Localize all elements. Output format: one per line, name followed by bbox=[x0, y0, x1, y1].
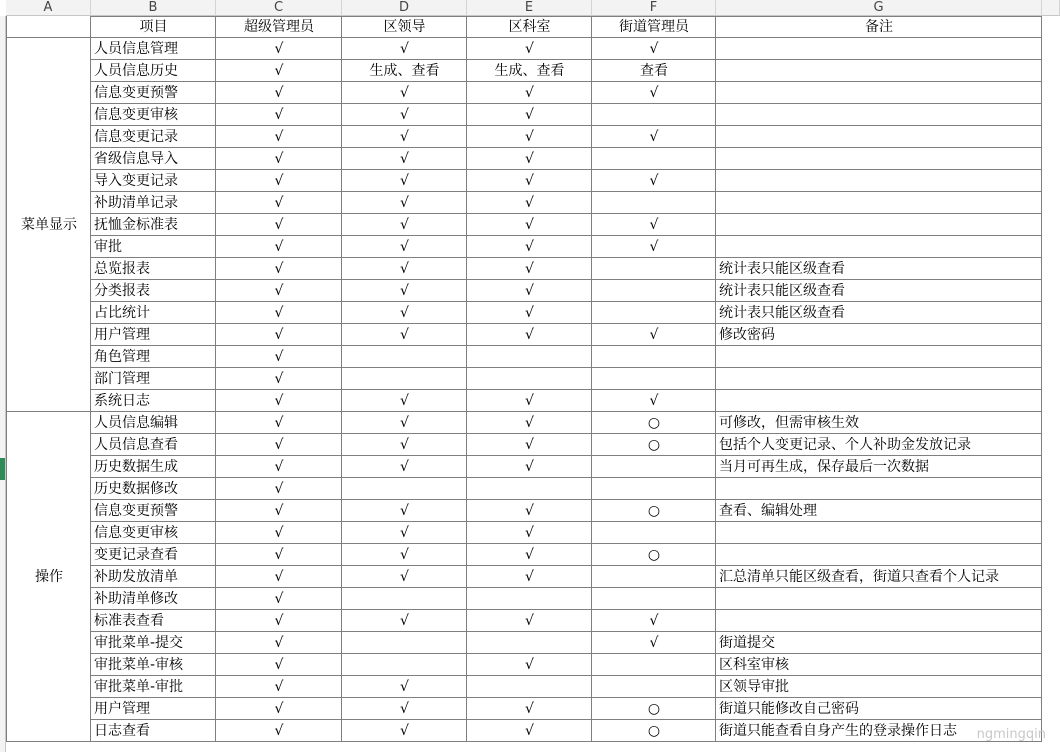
header-super-admin: 超级管理员 bbox=[244, 19, 314, 35]
row-item-label: 抚恤金标准表 bbox=[94, 217, 178, 233]
permission-cell: √ bbox=[400, 613, 409, 629]
permission-cell: 生成、查看 bbox=[494, 63, 565, 79]
permission-cell: √ bbox=[274, 327, 284, 343]
column-header-d[interactable]: D bbox=[342, 0, 467, 16]
row-gridline bbox=[91, 609, 1042, 610]
row-item-label: 审批菜单-提交 bbox=[94, 635, 184, 651]
row-item-label: 审批 bbox=[94, 239, 122, 255]
permission-cell: √ bbox=[274, 393, 284, 409]
row-item-label: 信息变更审核 bbox=[94, 107, 178, 123]
permission-cell: √ bbox=[274, 547, 284, 563]
permission-cell: √ bbox=[525, 41, 534, 57]
row-gridline bbox=[91, 675, 1042, 676]
row-gridline bbox=[91, 587, 1042, 588]
permission-cell bbox=[592, 588, 716, 610]
row-gridline bbox=[91, 169, 1042, 170]
permission-cell: √ bbox=[525, 525, 534, 541]
row-item-label: 历史数据修改 bbox=[94, 481, 178, 497]
permission-cell: √ bbox=[400, 239, 409, 255]
column-header-f[interactable]: F bbox=[592, 0, 716, 16]
row-item-label: 补助发放清单 bbox=[94, 569, 178, 585]
permission-cell: √ bbox=[525, 107, 534, 123]
permission-cell: √ bbox=[400, 393, 409, 409]
row-item-label: 系统日志 bbox=[94, 393, 150, 409]
row-note bbox=[716, 214, 1042, 236]
row-item-label: 用户管理 bbox=[94, 701, 150, 717]
row-item-label: 信息变更预警 bbox=[94, 503, 178, 519]
permission-cell: √ bbox=[525, 657, 534, 673]
row-item-label: 信息变更记录 bbox=[94, 129, 178, 145]
row-gridline bbox=[91, 257, 1042, 258]
row-item-label: 省级信息导入 bbox=[94, 151, 178, 167]
row-note: 修改密码 bbox=[719, 327, 775, 343]
permission-cell bbox=[342, 588, 467, 610]
permission-cell: √ bbox=[400, 173, 409, 189]
permission-cell: √ bbox=[649, 173, 659, 189]
column-gridline bbox=[90, 16, 91, 742]
permission-cell: √ bbox=[274, 723, 284, 739]
permission-cell bbox=[592, 522, 716, 544]
permission-cell: √ bbox=[649, 85, 659, 101]
permission-cell: √ bbox=[274, 195, 284, 211]
row-gridline bbox=[91, 389, 1042, 390]
row-item-label: 人员信息历史 bbox=[94, 63, 178, 79]
row-gridline bbox=[91, 499, 1042, 500]
row-item-label: 占比统计 bbox=[94, 305, 150, 321]
row-note: 当月可再生成，保存最后一次数据 bbox=[719, 459, 929, 475]
permission-cell: √ bbox=[525, 173, 534, 189]
row-note: 统计表只能区级查看 bbox=[719, 283, 845, 299]
permission-cell: √ bbox=[400, 525, 409, 541]
row-note bbox=[716, 544, 1042, 566]
permission-cell: √ bbox=[274, 85, 284, 101]
row-note bbox=[716, 390, 1042, 412]
permission-cell: √ bbox=[400, 415, 409, 431]
permission-cell: √ bbox=[274, 239, 284, 255]
permission-cell: √ bbox=[274, 613, 284, 629]
row-note bbox=[716, 192, 1042, 214]
permission-cell bbox=[342, 632, 467, 654]
row-gridline bbox=[91, 213, 1042, 214]
row-gridline bbox=[91, 521, 1042, 522]
permission-cell bbox=[592, 104, 716, 126]
permission-cell: √ bbox=[649, 393, 659, 409]
permission-cell: √ bbox=[274, 129, 284, 145]
permission-cell: √ bbox=[400, 85, 409, 101]
permission-cell: √ bbox=[274, 635, 284, 651]
row-note bbox=[716, 126, 1042, 148]
permission-cell: 生成、查看 bbox=[369, 63, 440, 79]
column-gridline bbox=[715, 16, 716, 742]
row-gridline bbox=[91, 81, 1042, 82]
permission-cell: √ bbox=[400, 41, 409, 57]
row-note bbox=[716, 38, 1042, 60]
row-gridline bbox=[91, 125, 1042, 126]
row-gridline bbox=[91, 455, 1042, 456]
permission-cell: √ bbox=[525, 459, 534, 475]
row-note bbox=[716, 478, 1042, 500]
permission-cell: √ bbox=[525, 327, 534, 343]
permission-cell: √ bbox=[274, 569, 284, 585]
permission-cell: √ bbox=[525, 415, 534, 431]
row-note: 查看、编辑处理 bbox=[719, 503, 817, 519]
permission-cell: √ bbox=[525, 239, 534, 255]
row-gridline bbox=[91, 631, 1042, 632]
row-note bbox=[716, 346, 1042, 368]
row-item-label: 人员信息管理 bbox=[94, 41, 178, 57]
permission-cell: ○ bbox=[647, 415, 661, 431]
permission-cell bbox=[592, 566, 716, 588]
row-item-label: 分类报表 bbox=[94, 283, 150, 299]
permission-cell bbox=[592, 654, 716, 676]
permission-cell: √ bbox=[400, 679, 409, 695]
row-note: 统计表只能区级查看 bbox=[719, 261, 845, 277]
permission-cell: √ bbox=[525, 503, 534, 519]
row-item-label: 人员信息编辑 bbox=[94, 415, 178, 431]
row-note bbox=[716, 104, 1042, 126]
column-gridline bbox=[591, 16, 592, 742]
permission-cell: √ bbox=[400, 195, 409, 211]
permission-cell bbox=[592, 258, 716, 280]
row-note: 包括个人变更记录、个人补助金发放记录 bbox=[719, 437, 971, 453]
permission-cell bbox=[592, 280, 716, 302]
column-header-c[interactable]: C bbox=[216, 0, 342, 16]
permission-cell: √ bbox=[525, 569, 534, 585]
permission-cell: √ bbox=[649, 217, 659, 233]
permission-cell: √ bbox=[400, 701, 409, 717]
row-item-label: 信息变更审核 bbox=[94, 525, 178, 541]
column-gridline bbox=[215, 16, 216, 742]
permission-cell: 查看 bbox=[640, 63, 668, 79]
row-gridline bbox=[91, 279, 1042, 280]
column-header-e[interactable]: E bbox=[467, 0, 592, 16]
row-gridline bbox=[91, 565, 1042, 566]
permission-cell: √ bbox=[525, 195, 534, 211]
row-note bbox=[716, 148, 1042, 170]
row-item-label: 补助清单记录 bbox=[94, 195, 178, 211]
permission-cell: √ bbox=[274, 591, 284, 607]
row-item-label: 审批菜单-审批 bbox=[94, 679, 184, 695]
permission-cell: √ bbox=[274, 217, 284, 233]
permission-cell: √ bbox=[649, 239, 659, 255]
permission-cell: √ bbox=[525, 547, 534, 563]
permission-cell: √ bbox=[400, 503, 409, 519]
permission-cell bbox=[467, 632, 592, 654]
permission-cell: √ bbox=[649, 635, 659, 651]
row-gridline bbox=[91, 653, 1042, 654]
row-item-label: 变更记录查看 bbox=[94, 547, 178, 563]
permission-cell: √ bbox=[525, 613, 534, 629]
permission-cell bbox=[592, 676, 716, 698]
column-gridline bbox=[466, 16, 467, 742]
permission-cell bbox=[342, 346, 467, 368]
permission-cell: √ bbox=[400, 569, 409, 585]
header-district-leader: 区领导 bbox=[383, 19, 426, 35]
permission-cell: √ bbox=[525, 393, 534, 409]
permission-cell bbox=[592, 192, 716, 214]
permission-cell bbox=[467, 588, 592, 610]
row-note bbox=[716, 610, 1042, 632]
group-label-menu: 菜单显示 bbox=[21, 217, 77, 233]
permission-cell: √ bbox=[525, 437, 534, 453]
permission-cell: √ bbox=[400, 151, 409, 167]
permission-cell: √ bbox=[400, 547, 409, 563]
row-gridline bbox=[91, 345, 1042, 346]
permission-cell: √ bbox=[274, 107, 284, 123]
permission-cell bbox=[592, 148, 716, 170]
row-gridline bbox=[6, 37, 1042, 38]
permission-cell bbox=[467, 676, 592, 698]
permission-cell: √ bbox=[649, 613, 659, 629]
column-gridline bbox=[1041, 16, 1042, 742]
row-note bbox=[716, 170, 1042, 192]
permission-cell: √ bbox=[400, 283, 409, 299]
permission-cell bbox=[592, 302, 716, 324]
row-item-label: 信息变更预警 bbox=[94, 85, 178, 101]
header-item: 项目 bbox=[139, 19, 168, 35]
row-note: 汇总清单只能区级查看，街道只查看个人记录 bbox=[719, 569, 999, 585]
permission-cell: √ bbox=[274, 525, 284, 541]
header-street-admin: 街道管理员 bbox=[619, 19, 689, 35]
permission-cell: √ bbox=[274, 151, 284, 167]
row-gridline bbox=[91, 235, 1042, 236]
permission-cell: √ bbox=[400, 723, 409, 739]
row-gridline bbox=[6, 741, 1042, 742]
permission-cell: √ bbox=[274, 679, 284, 695]
row-item-label: 审批菜单-审核 bbox=[94, 657, 184, 673]
row-note: 可修改，但需审核生效 bbox=[719, 415, 859, 431]
permission-cell: √ bbox=[274, 283, 284, 299]
row-gridline bbox=[91, 477, 1042, 478]
permission-cell bbox=[592, 478, 716, 500]
permission-cell: √ bbox=[400, 327, 409, 343]
row-note bbox=[716, 236, 1042, 258]
permission-cell: √ bbox=[274, 415, 284, 431]
permission-cell: √ bbox=[274, 459, 284, 475]
row-item-label: 人员信息查看 bbox=[94, 437, 178, 453]
column-header-a[interactable]: A bbox=[6, 0, 91, 16]
permission-cell: √ bbox=[274, 437, 284, 453]
row-note bbox=[716, 82, 1042, 104]
row-item-label: 导入变更记录 bbox=[94, 173, 178, 189]
permission-cell: √ bbox=[400, 217, 409, 233]
permission-cell bbox=[467, 478, 592, 500]
column-gridline bbox=[6, 16, 7, 742]
row-note bbox=[716, 60, 1042, 82]
permission-cell: √ bbox=[525, 723, 534, 739]
row-note: 街道提交 bbox=[719, 635, 775, 651]
row-item-label: 角色管理 bbox=[94, 349, 150, 365]
header-district-office: 区科室 bbox=[508, 19, 551, 35]
row-note: 街道只能修改自己密码 bbox=[719, 701, 859, 717]
permission-cell: √ bbox=[525, 85, 534, 101]
row-gridline bbox=[91, 433, 1042, 434]
watermark: ngmingqin bbox=[976, 727, 1046, 742]
permission-cell: √ bbox=[525, 701, 534, 717]
row-item-label: 总览报表 bbox=[94, 261, 150, 277]
row-gridline bbox=[91, 367, 1042, 368]
permission-cell bbox=[467, 368, 592, 390]
permission-cell: √ bbox=[525, 129, 534, 145]
permission-cell: √ bbox=[274, 41, 284, 57]
row-item-label: 部门管理 bbox=[94, 371, 150, 387]
row-note: 区科室审核 bbox=[719, 657, 789, 673]
row-gridline bbox=[91, 16, 1042, 17]
permission-cell bbox=[342, 654, 467, 676]
permission-cell: √ bbox=[525, 283, 534, 299]
column-header-b[interactable]: B bbox=[91, 0, 216, 16]
permission-cell: ○ bbox=[647, 723, 661, 739]
permission-cell: ○ bbox=[647, 437, 661, 453]
permission-cell: √ bbox=[400, 107, 409, 123]
group-label-ops: 操作 bbox=[35, 569, 63, 585]
permission-cell: √ bbox=[274, 701, 284, 717]
row-gridline bbox=[91, 719, 1042, 720]
header-note: 备注 bbox=[865, 19, 893, 35]
permission-cell: √ bbox=[274, 349, 284, 365]
permission-cell: √ bbox=[274, 371, 284, 387]
permission-cell: √ bbox=[400, 305, 409, 321]
row-note: 区领导审批 bbox=[719, 679, 789, 695]
permission-cell: ○ bbox=[647, 503, 661, 519]
permission-cell: √ bbox=[274, 261, 284, 277]
permission-cell: √ bbox=[649, 129, 659, 145]
row-note bbox=[716, 522, 1042, 544]
permission-cell: ○ bbox=[647, 547, 661, 563]
permission-cell: √ bbox=[274, 63, 284, 79]
permission-cell: √ bbox=[274, 481, 284, 497]
selected-row-indicator bbox=[0, 458, 5, 480]
permission-cell: ○ bbox=[647, 701, 661, 717]
row-gridline bbox=[91, 543, 1042, 544]
permission-cell bbox=[342, 368, 467, 390]
permission-cell: √ bbox=[274, 503, 284, 519]
row-gridline bbox=[91, 147, 1042, 148]
permission-cell: √ bbox=[649, 41, 659, 57]
permission-cell: √ bbox=[400, 129, 409, 145]
permission-cell: √ bbox=[525, 261, 534, 277]
permission-cell bbox=[592, 456, 716, 478]
permission-cell: √ bbox=[649, 327, 659, 343]
row-gridline bbox=[91, 103, 1042, 104]
permission-cell: √ bbox=[400, 459, 409, 475]
row-gridline bbox=[6, 411, 1042, 412]
column-header-blank bbox=[1042, 0, 1060, 16]
permission-cell: √ bbox=[400, 261, 409, 277]
permission-cell: √ bbox=[525, 151, 534, 167]
permission-cell bbox=[592, 368, 716, 390]
column-gridline bbox=[341, 16, 342, 742]
permission-cell: √ bbox=[274, 657, 284, 673]
permission-cell bbox=[342, 478, 467, 500]
row-note bbox=[716, 588, 1042, 610]
permission-cell: √ bbox=[274, 173, 284, 189]
row-gridline bbox=[91, 323, 1042, 324]
row-gridline bbox=[91, 59, 1042, 60]
permission-cell bbox=[592, 346, 716, 368]
permission-cell bbox=[467, 346, 592, 368]
row-item-label: 补助清单修改 bbox=[94, 591, 178, 607]
row-item-label: 用户管理 bbox=[94, 327, 150, 343]
row-gridline bbox=[91, 301, 1042, 302]
row-gridline bbox=[91, 191, 1042, 192]
permission-cell: √ bbox=[525, 305, 534, 321]
row-gridline bbox=[91, 697, 1042, 698]
column-header-g[interactable]: G bbox=[716, 0, 1042, 16]
row-item-label: 标准表查看 bbox=[94, 613, 164, 629]
row-note: 统计表只能区级查看 bbox=[719, 305, 845, 321]
row-note bbox=[716, 368, 1042, 390]
row-note: 街道只能查看自身产生的登录操作日志 bbox=[719, 723, 957, 739]
permission-cell: √ bbox=[525, 217, 534, 233]
row-item-label: 日志查看 bbox=[94, 723, 150, 739]
permission-cell: √ bbox=[400, 437, 409, 453]
permission-cell: √ bbox=[274, 305, 284, 321]
row-item-label: 历史数据生成 bbox=[94, 459, 178, 475]
